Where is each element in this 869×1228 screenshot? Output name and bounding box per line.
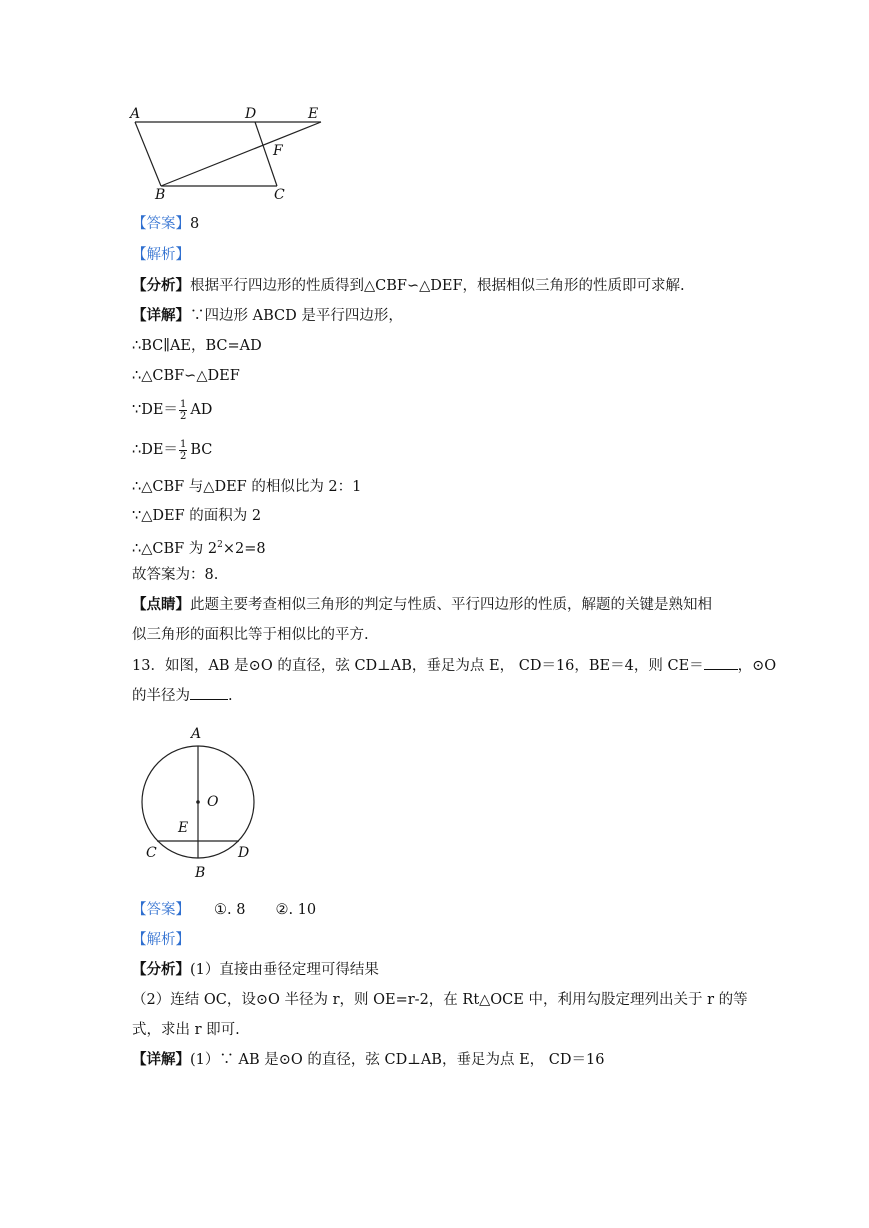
fenxi-1: [132, 276, 685, 296]
label-a: A: [191, 726, 202, 742]
question-13-text-c: 的半径为: [132, 688, 190, 704]
fraction-denominator: 2: [179, 410, 187, 422]
parallelogram-figure: [125, 100, 335, 205]
answer-2: [132, 900, 316, 920]
fraction-half: [179, 399, 187, 422]
answer-1: [132, 214, 199, 234]
fenxi-2-line-2: （2）连结 OC，设⊙O 半径为 r，则 OE=r-2，在 Rt△OCE 中，利用勾股定理列出关于 r 的等: [132, 992, 748, 1008]
fraction-half: [179, 439, 187, 462]
step-3: [132, 396, 212, 424]
label-a: A: [130, 106, 141, 122]
label-e: E: [308, 106, 319, 122]
xiangjie-2: [132, 1050, 604, 1070]
question-13-text-b: ，⊙O: [737, 658, 777, 674]
fenxi-2: [132, 960, 379, 980]
answer-blank-ce[interactable]: [704, 655, 738, 670]
fenxi-text: 根据平行四边形的性质得到△CBF∽△DEF，根据相似三角形的性质即可求解.: [190, 278, 685, 294]
fraction-denominator: 2: [179, 450, 187, 462]
answer-value: 8: [190, 216, 200, 232]
xiangjie-1: [132, 306, 403, 326]
label-b: B: [155, 187, 166, 203]
analysis-tag: 【解析】: [132, 932, 190, 948]
segment-be: [161, 122, 321, 186]
step-4-suffix: BC: [190, 442, 213, 458]
step-4: [132, 436, 212, 464]
segment-ab: [135, 122, 161, 186]
dianjing-line-2: 似三角形的面积比等于相似比的平方.: [132, 627, 369, 643]
dianjing-tag: 【点睛】: [132, 596, 190, 613]
xiangjie-2-text: (1）∵ AB 是⊙O 的直径，弦 CD⊥AB，垂足为点 E， CD＝16: [190, 1052, 605, 1068]
label-o: O: [207, 794, 219, 810]
step-7-exponent: 2: [217, 540, 223, 550]
step-2: ∴△CBF∽△DEF: [132, 368, 240, 384]
step-4-prefix: ∴DE＝: [132, 442, 178, 458]
fraction-numerator: 1: [179, 438, 187, 450]
analysis-2: [132, 930, 190, 950]
fenxi-2-line-1: (1）直接由垂径定理可得结果: [190, 962, 379, 978]
step-8: 故答案为：8.: [132, 567, 219, 583]
answer-blank-radius[interactable]: [190, 685, 228, 700]
label-c: C: [274, 187, 285, 203]
label-f: F: [273, 143, 283, 159]
label-d: D: [238, 845, 250, 861]
analysis-tag: 【解析】: [132, 247, 190, 263]
fenxi-2-line-3: 式，求出 r 即可.: [132, 1022, 240, 1038]
dianjing-line-1: 此题主要考查相似三角形的判定与性质、平行四边形的性质，解题的关键是熟知相: [190, 597, 712, 613]
answer-2-first: ①. 8: [214, 902, 246, 918]
step-7: [132, 535, 266, 559]
question-13-line-1: [132, 655, 776, 676]
dianjing-1: [132, 595, 712, 615]
step-7-prefix: ∴△CBF 为 2: [132, 540, 218, 557]
fraction-numerator: 1: [179, 398, 187, 410]
step-3-prefix: ∵DE＝: [132, 402, 178, 418]
label-d: D: [245, 106, 257, 122]
step-7-suffix: ×2=8: [222, 540, 266, 557]
fenxi-tag: 【分析】: [132, 961, 190, 978]
fenxi-tag: 【分析】: [132, 277, 190, 294]
step-1: ∴BC∥AE，BC=AD: [132, 338, 262, 354]
step-6: ∵△DEF 的面积为 2: [132, 508, 262, 524]
center-point: [196, 800, 200, 804]
step-5: ∴△CBF 与△DEF 的相似比为 2：1: [132, 479, 362, 495]
answer-2-second: ②. 10: [275, 902, 317, 918]
label-b: B: [195, 865, 206, 881]
xiangjie-text: ∵四边形 ABCD 是平行四边形，: [190, 308, 403, 324]
label-e: E: [178, 820, 189, 836]
analysis-1: [132, 245, 190, 265]
answer-tag: 【答案】: [132, 216, 190, 232]
label-c: C: [146, 845, 157, 861]
question-13-line-2: [132, 685, 233, 706]
question-13-text-a: 13．如图，AB 是⊙O 的直径，弦 CD⊥AB，垂足为点 E， CD＝16，BE＝4，则 CE＝: [132, 658, 704, 674]
circle-figure: [135, 720, 270, 885]
xiangjie-tag: 【详解】: [132, 307, 190, 324]
xiangjie-tag: 【详解】: [132, 1051, 190, 1068]
answer-tag: 【答案】: [132, 902, 190, 918]
question-13-text-d: .: [228, 688, 233, 704]
step-3-suffix: AD: [190, 402, 213, 418]
